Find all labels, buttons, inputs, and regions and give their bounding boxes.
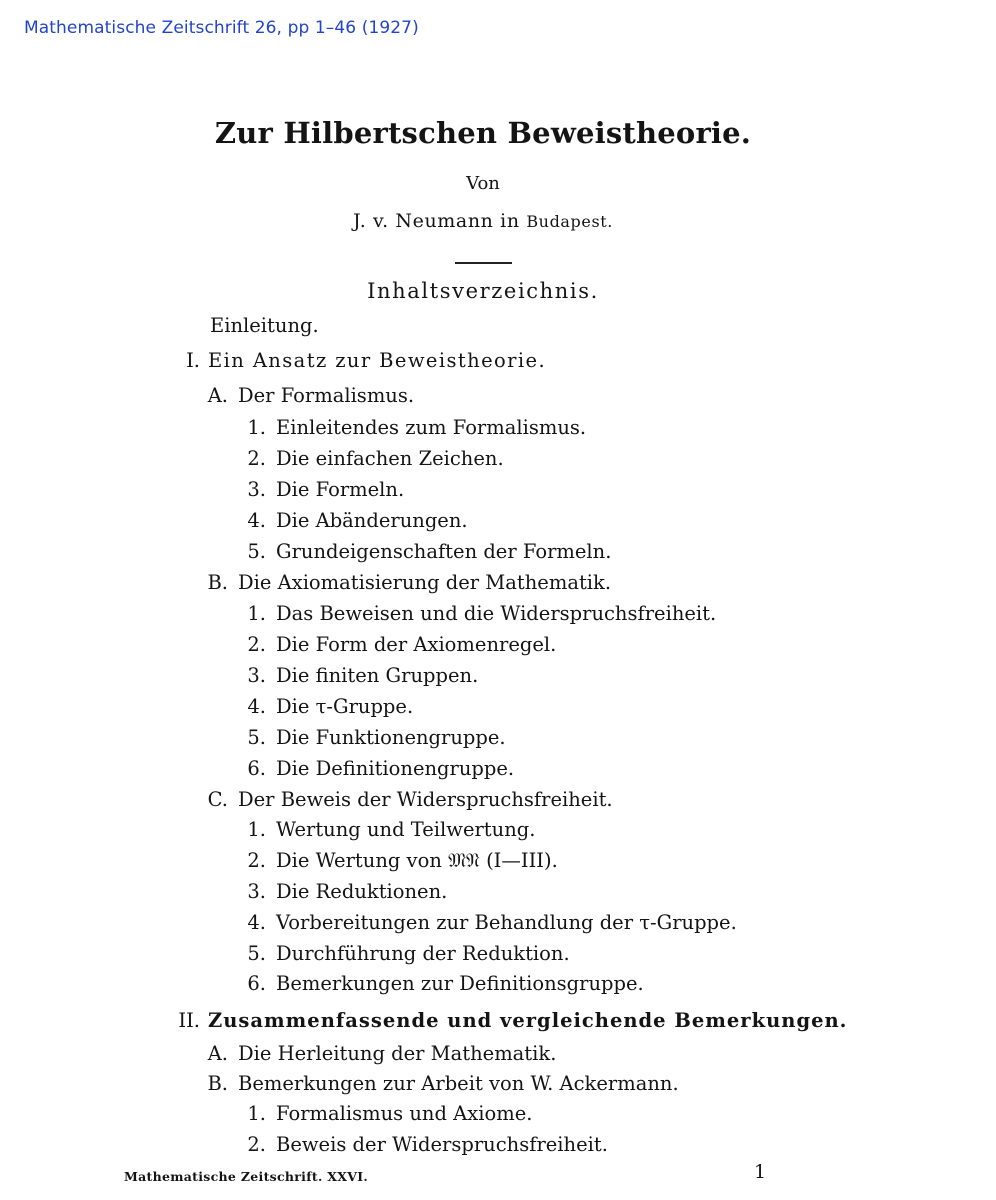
toc-item-num: 4. xyxy=(247,911,266,934)
toc-section-1C xyxy=(200,788,613,811)
toc-item-num: 1. xyxy=(247,818,266,841)
toc-item-text: Vorbereitungen zur Behandlung der τ-Gruppe. xyxy=(276,911,737,934)
toc-item-num: 1. xyxy=(247,602,266,625)
toc-item xyxy=(246,880,447,903)
toc-section-1A xyxy=(200,384,414,407)
toc-item xyxy=(246,664,478,687)
toc-item xyxy=(246,1133,608,1156)
author-place: Budapest. xyxy=(526,212,613,231)
toc-part-2 xyxy=(164,1009,847,1032)
toc-item-num: 2. xyxy=(247,633,266,656)
toc-item-num: 2. xyxy=(247,447,266,470)
toc-section-2B xyxy=(200,1072,679,1095)
toc-section-2A xyxy=(200,1042,556,1065)
toc-item-num: 5. xyxy=(247,726,266,749)
toc-item xyxy=(246,540,611,563)
toc-item xyxy=(246,602,716,625)
toc-item xyxy=(246,695,413,718)
toc-item-num: 1. xyxy=(247,416,266,439)
toc-item-num: 6. xyxy=(247,757,266,780)
toc-item-num: 2. xyxy=(247,1133,266,1156)
toc-item-text: Die Wertung von 𝔐𝔑 (I—III). xyxy=(276,849,558,872)
toc-section-title: Der Formalismus. xyxy=(238,384,415,407)
toc-item-num: 5. xyxy=(247,540,266,563)
toc-section-num: C. xyxy=(207,788,228,811)
toc-item-text: Die Funktionengruppe. xyxy=(276,726,506,749)
toc-item xyxy=(246,1102,532,1125)
toc-item-num: 3. xyxy=(247,880,266,903)
toc-item xyxy=(246,849,558,872)
toc-item-text: Bemerkungen zur Definitionsgruppe. xyxy=(276,972,644,995)
toc-item-num: 3. xyxy=(247,664,266,687)
toc-item-num: 5. xyxy=(247,942,266,965)
footer-journal: Mathematische Zeitschrift. XXVI. xyxy=(124,1169,369,1184)
toc-item xyxy=(246,818,535,841)
toc-item-text: Die Reduktionen. xyxy=(276,880,448,903)
toc-item-text: Die Formeln. xyxy=(276,478,405,501)
author-in: in xyxy=(500,210,520,232)
toc-item xyxy=(246,509,468,532)
toc-item xyxy=(246,478,404,501)
author-line xyxy=(0,210,966,232)
toc-item-num: 2. xyxy=(247,849,266,872)
toc-item-text: Die Abänderungen. xyxy=(276,509,468,532)
toc-item-text: Das Beweisen und die Widerspruchsfreiheit. xyxy=(276,602,717,625)
toc-item xyxy=(246,911,737,934)
toc-section-title: Bemerkungen zur Arbeit von W. Ackermann. xyxy=(238,1072,679,1095)
toc-item xyxy=(246,416,586,439)
toc-item-text: Die τ-Gruppe. xyxy=(276,695,414,718)
toc-part-2-num: II. xyxy=(178,1009,200,1032)
toc-item-text: Beweis der Widerspruchsfreiheit. xyxy=(276,1133,608,1156)
toc-section-title: Der Beweis der Widerspruchsfreiheit. xyxy=(238,788,613,811)
toc-section-1B xyxy=(200,571,611,594)
toc-item-text: Die einfachen Zeichen. xyxy=(276,447,504,470)
toc-item-text: Grundeigenschaften der Formeln. xyxy=(276,540,612,563)
toc-item xyxy=(246,726,506,749)
toc-item-num: 4. xyxy=(247,695,266,718)
toc-intro xyxy=(210,314,319,337)
toc-item-text: Formalismus und Axiome. xyxy=(276,1102,533,1125)
toc-item-text: Die finiten Gruppen. xyxy=(276,664,479,687)
toc-item-num: 3. xyxy=(247,478,266,501)
byline-von: Von xyxy=(466,173,500,194)
toc-item-num: 1. xyxy=(247,1102,266,1125)
author-name: J. v. Neumann xyxy=(353,210,494,232)
toc-section-num: A. xyxy=(207,384,228,407)
toc-item-text: Einleitendes zum Formalismus. xyxy=(276,416,587,439)
toc-item xyxy=(246,972,644,995)
toc-section-title: Die Axiomatisierung der Mathematik. xyxy=(238,571,612,594)
toc-item xyxy=(246,633,556,656)
toc-section-num: A. xyxy=(207,1042,228,1065)
toc-part-2-title: Zusammenfassende und vergleichende Bemerkungen. xyxy=(208,1009,848,1032)
toc-part-1-num: I. xyxy=(186,349,200,372)
toc-item-text: Durchführung der Reduktion. xyxy=(276,942,570,965)
toc-item-text: Die Definitionengruppe. xyxy=(276,757,515,780)
toc-part-1 xyxy=(172,349,546,372)
toc-heading: Inhaltsverzeichnis. xyxy=(367,279,599,303)
toc-section-num: B. xyxy=(207,1072,228,1095)
page-number: 1 xyxy=(754,1161,767,1183)
toc-item-text: Die Form der Axiomenregel. xyxy=(276,633,557,656)
citation-link[interactable]: Mathematische Zeitschrift 26, pp 1–46 (1927) xyxy=(24,18,419,38)
toc-item-num: 6. xyxy=(247,972,266,995)
toc-item xyxy=(246,447,504,470)
toc-item-num: 4. xyxy=(247,509,266,532)
divider-rule xyxy=(455,262,512,264)
toc-part-1-title: Ein Ansatz zur Beweistheorie. xyxy=(208,349,547,372)
toc-section-title: Die Herleitung der Mathematik. xyxy=(238,1042,557,1065)
toc-item-text: Wertung und Teilwertung. xyxy=(276,818,536,841)
toc-intro-label: Einleitung. xyxy=(210,314,319,337)
paper-title: Zur Hilbertschen Beweistheorie. xyxy=(214,116,752,150)
toc-section-num: B. xyxy=(207,571,228,594)
toc-item xyxy=(246,757,514,780)
toc-item xyxy=(246,942,570,965)
